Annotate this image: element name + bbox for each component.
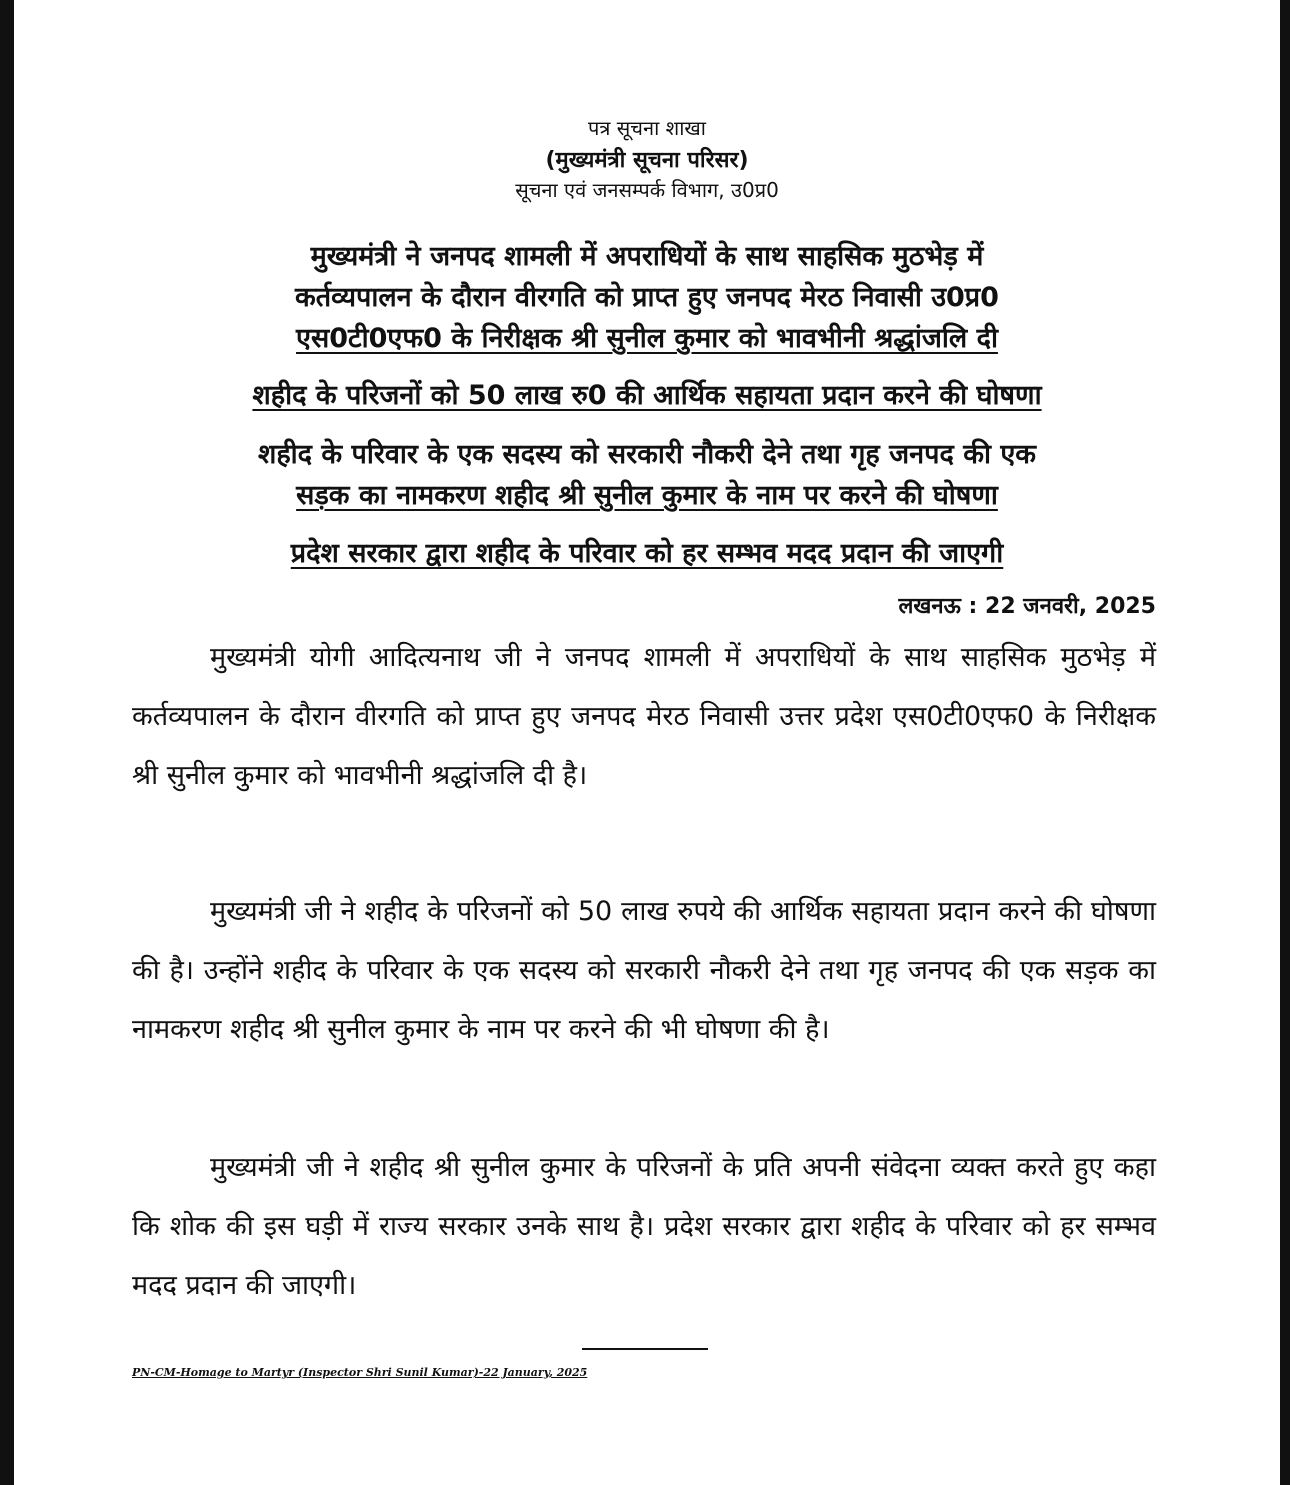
footer-reference: PN-CM-Homage to Martyr (Inspector Shri Sunil Kumar)-22 January, 2025 [132, 1366, 588, 1379]
press-release-page [14, 0, 1280, 1485]
headline-3-line-2: सड़क का नामकरण शहीद श्री सुनील कुमार के नाम पर करने की घोषणा [296, 480, 998, 511]
department-office: (मुख्यमंत्री सूचना परिसर) [545, 148, 749, 173]
headline-4 [14, 533, 1280, 574]
left-border [0, 0, 14, 1485]
end-rule [582, 1348, 708, 1350]
headline-3 [14, 434, 1280, 516]
headline-2 [14, 375, 1280, 416]
headline-2-line-1: शहीद के परिजनों को 50 लाख रु0 की आर्थिक सहायता प्रदान करने की घोषणा [252, 380, 1042, 411]
headline-3-line-1: शहीद के परिवार के एक सदस्य को सरकारी नौकरी देने तथा गृह जनपद की एक [257, 439, 1037, 470]
headline-1-line-3: एस0टी0एफ0 के निरीक्षक श्री सुनील कुमार को भावभीनी श्रद्धांजलि दी [296, 323, 998, 354]
department-name: सूचना एवं जनसम्पर्क विभाग, उ0प्र0 [515, 178, 779, 202]
headline-1-line-2: कर्तव्यपालन के दौरान वीरगति को प्राप्त हुए जनपद मेरठ निवासी उ0प्र0 [295, 282, 999, 313]
paragraph-1: मुख्यमंत्री योगी आदित्यनाथ जी ने जनपद शामली में अपराधियों के साथ साहसिक मुठभेड़ में कर्तव्यपालन के दौरान वीरगति को प्राप्त हुए जनपद मेरठ निवासी उत्तर प्रदेश एस0टी0एफ0 के निरीक्षक श्री सुनील कुमार को भावभीनी श्रद्धांजलि दी है। [132, 642, 1156, 791]
headline-1-line-1: मुख्यमंत्री ने जनपद शामली में अपराधियों के साथ साहसिक मुठभेड़ में [310, 241, 984, 272]
headline-4-line-1: प्रदेश सरकार द्वारा शहीद के परिवार को हर सम्भव मदद प्रदान की जाएगी [290, 538, 1004, 569]
right-border [1280, 0, 1290, 1485]
headline-1 [14, 236, 1280, 359]
department-branch: पत्र सूचना शाखा [588, 116, 706, 140]
paragraph-3: मुख्यमंत्री जी ने शहीद श्री सुनील कुमार के परिजनों के प्रति अपनी संवेदना व्यक्त करते हुए कहा कि शोक की इस घड़ी में राज्य सरकार उनके साथ है। प्रदेश सरकार द्वारा शहीद के परिवार को हर सम्भव मदद प्रदान की जाएगी। [132, 1152, 1156, 1301]
paragraph-2: मुख्यमंत्री जी ने शहीद के परिजनों को 50 लाख रुपये की आर्थिक सहायता प्रदान करने की घोषणा की है। उन्होंने शहीद के परिवार के एक सदस्य को सरकारी नौकरी देने तथा गृह जनपद की एक सड़क का नामकरण शहीद श्री सुनील कुमार के नाम पर करने की भी घोषणा की है। [132, 896, 1156, 1045]
dateline: लखनऊ : 22 जनवरी, 2025 [898, 594, 1156, 619]
